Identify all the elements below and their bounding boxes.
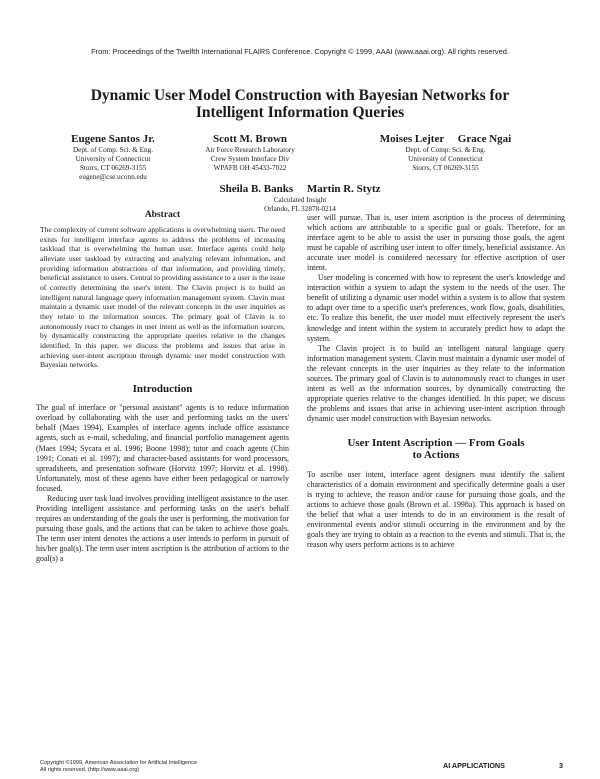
title-line-2: Intelligent Information Queries — [195, 104, 405, 121]
author-affiliation: University of Connecticut — [408, 155, 483, 163]
page-footer — [443, 761, 563, 770]
body-paragraph-1: user will pursue. That is, user intent ascription is the process of determining which actions are attributable to a specific goal or goals. Therefore, for an interface agent to be able to assist the user in pursuing those goals, the agent must be capable of ascribing user intent to offer timely, beneficial assistance. An accurate user model is considered necessary for effective ascription of user intent. — [307, 213, 565, 273]
abstract-text: The complexity of current software applications is overwhelming users. The need exists for intelligent interface agents to address the problems of increasing taskload that is overwhelming the human user. Interface agents could help alleviate user taskload by extracting and analyzing relevant information, and providing information abstractions of that information, and providing timely, beneficial assistance to users. Central to providing assistance to a user is the issue of correctly determining the user's intent. The Clavin project is to build an intelligent natural language query information management system. Clavin must maintain a dynamic user model of the relevant concepts in the user inquiries as they relate to the information sources. The primary goal of Clavin is to autonomously react to changes in user intent as well as the information sources, by dynamically constructing the appropriate queries relative to the changes identified. In this paper, we discuss the problems and issues that arise in achieving user-intent ascription through dynamic user model construction with Bayesian networks. — [40, 225, 285, 370]
author-name: Scott M. Brown — [212, 133, 288, 145]
section-label: AI APPLICATIONS — [443, 761, 505, 770]
copyright-footer — [40, 760, 197, 773]
section-paragraph-1: To ascribe user intent, interface agent designers must identify the salient characteristics of a domain environment and specifically determine goals a user is trying to achieve, the reason and/or cause for pursuing those goals, and the actions to achieve those goals (Brown et al. 1998a). This approach is based on the belief that what a user intends to do in an environment is the result of environmental events and/or stimuli occurring in the environment and by the goals they are trying to obtain as a reaction to the events and stimuli. That is, the reason why users perform actions is to achieve — [307, 469, 565, 550]
copyright-line-1: Copyright ©1999, American Association for Artificial Intelligence — [40, 760, 198, 766]
author-affiliation: Storrs, CT 06269-3155 — [79, 164, 147, 172]
author-affiliation: Crew System Interface Div — [210, 155, 290, 163]
abstract-heading: Abstract — [144, 210, 181, 220]
author-affiliation: Dept. of Comp. Sci. & Eng. — [405, 146, 486, 154]
source-notice: From: Proceedings of the Twelfth International FLAIRS Conference. Copyright © 1999, AAAI (www.aaai.org). All rights reserved. — [91, 47, 509, 56]
section-heading-user-intent — [307, 437, 565, 462]
author-affiliation: Calculated Insight — [273, 196, 327, 204]
body-paragraph-3: The Clavin project is to build an intelligent natural language query information management system. Clavin must maintain a dynamic user model of the relevant concepts in the user inquiries as they relate to the information sources. The primary goal of Clavin is to autonomously react to changes in user intent as well as the information sources, by dynamically constructing the appropriate queries relative to the changes identified. In this paper, we discuss the problems and issues that arise in achieving user-intent ascription through dynamic user model construction with Bayesian networks. — [307, 343, 565, 423]
left-column — [36, 210, 289, 564]
body-paragraph-2: User modeling is concerned with how to represent the user's knowledge and interaction within a system to adapt the system to the needs of the user. The benefit of utilizing a dynamic user model within a system is to allow that system to adapt over time to a specific user's preferences, work flow, goals, disabilities, etc. To realize this benefit, the user model must effectively represent the user's knowledge and intent within the system to accurately predict how to adapt the system. — [307, 273, 565, 343]
introduction-paragraph-1: The goal of interface or "personal assistant" agents is to reduce information overload by collaborating with the user and performing tasks on the users' behalf (Maes 1994). Examples of interface agents include office assistance agents, such as e-mail, scheduling, and financial portfolio management agents (Maes 1994; Sycara et al. 1996; Boone 1998); tutor and coach agents (Chin 1991; Conati et al. 1997); and character-based assistants for word processors, spreadsheets, and presentation software (Horvitz 1997; Horvitz et al. 1998). Unfortunately, most of these agents have either been pedagogical or narrowly focused. — [36, 403, 289, 493]
section-heading-line-2: to Actions — [412, 449, 460, 462]
introduction-heading: Introduction — [132, 382, 193, 395]
author-affiliation: Dept. of Comp. Sci. & Eng. — [72, 146, 154, 154]
author-name: Sheila B. Banks Martin R. Stytz — [219, 183, 381, 195]
author-name: Eugene Santos Jr. — [71, 133, 155, 145]
paper-title — [40, 87, 560, 121]
author-santos — [48, 133, 178, 182]
author-brown — [180, 133, 320, 173]
author-affiliation: Storrs, CT 06269-3155 — [412, 164, 479, 172]
title-line-1: Dynamic User Model Construction with Bayesian Networks for — [90, 87, 510, 104]
copyright-line-2: All rights reserved. (http://www.aaai.org) — [40, 766, 140, 773]
author-name: Moises Lejter Grace Ngai — [379, 133, 512, 145]
author-affiliation: Orlando, FL 32878-0214 — [264, 205, 336, 213]
author-email: eugene@cse.uconn.edu — [79, 173, 147, 181]
page-number: 3 — [559, 761, 563, 770]
author-lejter-ngai — [328, 133, 563, 173]
introduction-paragraph-2: Reducing user task load involves providing intelligent assistance to the user. Providing intelligent assistance and performing tasks on the user's behalf requires an understanding of the goals the user is performing, the motivation for pursuing those goals, and the actions that can be taken to achieve those goals. The term user intent denotes the actions a user intends to perform in pursuit of his/her goal(s). The term user intent ascription is the attribution of actions to the goal(s) a — [36, 493, 289, 564]
author-affiliation: Air Force Research Laboratory — [205, 146, 295, 154]
author-affiliation: University of Connecticut — [75, 155, 151, 163]
right-column — [307, 213, 565, 550]
author-affiliation: WPAFB OH 45433-7022 — [213, 164, 287, 172]
section-heading-line-1: User Intent Ascription — From Goals — [347, 436, 525, 449]
